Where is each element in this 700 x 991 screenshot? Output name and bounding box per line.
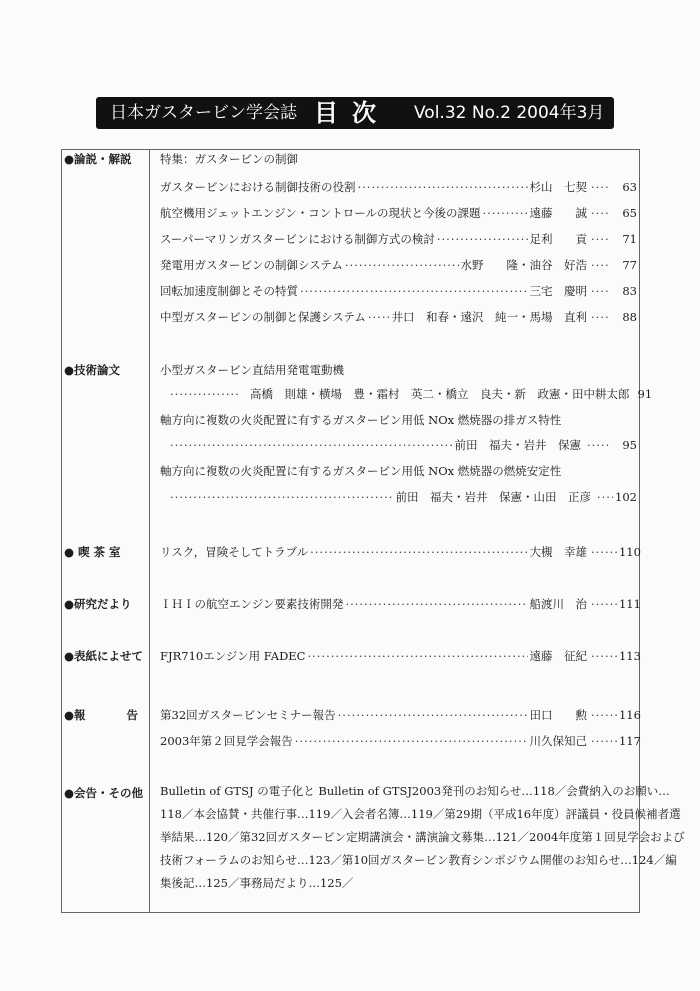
notice-line: Bulletin of GTSJ の電子化と Bulletin of GTSJ2003発刊のお知らせ…118／会費納入のお願い… <box>160 784 670 798</box>
dot-leader <box>368 310 390 324</box>
page-leader: ···· <box>591 258 610 272</box>
notice-line: 挙結果…120／第32回ガスタービン定期講演会・講演論文募集…121／2004年度第１回見学会および <box>160 830 685 844</box>
toc-entry[interactable] <box>160 648 641 664</box>
volume-info: Vol.32 No.2 2004年3月 <box>414 103 605 123</box>
dot-leader <box>358 180 528 194</box>
entry-authors: 前田 福夫・岩井 保憲・山田 正彦 <box>395 490 591 504</box>
entry-title: FJR710エンジン用 FADEC <box>160 649 306 663</box>
toc-title: 目次 <box>314 99 390 127</box>
header-banner <box>96 97 614 129</box>
page-leader: ···· <box>591 310 610 324</box>
entry-page: 117 <box>618 734 641 748</box>
page-leader: ···· <box>591 206 610 220</box>
entry-title[interactable]: 軸方向に複数の火炎配置に有するガスタービン用低 NOx 燃焼器の排ガス特性 <box>160 413 562 427</box>
page-leader: ···· <box>591 284 610 298</box>
category-label: ●論説・解説 <box>64 152 132 166</box>
entry-title: 航空機用ジェットエンジン・コントロールの現状と今後の課題 <box>160 206 481 220</box>
dot-leader <box>295 734 528 748</box>
dot-leader <box>170 387 238 401</box>
dot-leader <box>310 545 527 559</box>
entry-title: 発電用ガスタービンの制御システム <box>160 258 343 272</box>
toc-entry[interactable] <box>160 231 637 247</box>
notice-line: 集後記…125／事務局だより…125／ <box>160 876 354 890</box>
entry-page: 83 <box>622 284 637 298</box>
page-leader: ···· <box>591 232 610 246</box>
dot-leader <box>587 438 611 452</box>
toc-entry[interactable] <box>160 733 641 749</box>
entry-title: スーパーマリンガスタービンにおける制御方式の検討 <box>160 232 435 246</box>
entry-title: 回転加速度制御とその特質 <box>160 284 298 298</box>
entry-title[interactable]: 小型ガスタービン直結用発電電動機 <box>160 363 344 377</box>
entry-authors: 水野 隆・油谷 好浩 <box>460 258 587 272</box>
dot-leader <box>300 284 528 298</box>
entry-page: 63 <box>622 180 637 194</box>
dot-leader <box>345 597 527 611</box>
dot-leader <box>338 708 528 722</box>
entry-page: 116 <box>618 708 641 722</box>
toc-entry[interactable] <box>160 707 641 723</box>
dot-leader <box>170 438 453 452</box>
dot-leader <box>345 258 459 272</box>
category-label: ●表紙によせて <box>64 649 144 663</box>
category-label: ●会告・その他 <box>64 786 144 800</box>
entry-title[interactable]: 軸方向に複数の火炎配置に有するガスタービン用低 NOx 燃焼器の燃焼安定性 <box>160 464 562 478</box>
entry-page: 77 <box>622 258 637 272</box>
page-leader: ······ <box>591 597 619 611</box>
dot-leader <box>483 206 528 220</box>
journal-title: 日本ガスタービン学会誌 <box>110 103 297 123</box>
entry-authors: 高橋 則雄・横場 豊・霜村 英二・橋立 良夫・新 政憲・田中耕太郎 <box>250 387 630 401</box>
entry-title: ＩＨＩの航空エンジン要素技術開発 <box>160 597 344 611</box>
category-label: ●技術論文 <box>64 363 121 377</box>
special-feature-heading: 特集：ガスタービンの制御 <box>160 152 298 166</box>
toc-entry[interactable] <box>160 596 641 612</box>
entry-page: 71 <box>622 232 637 246</box>
entry-page: 65 <box>622 206 637 220</box>
dot-leader <box>307 649 527 663</box>
entry-authors: 足利 貢 <box>529 232 587 246</box>
entry-authors: 大槻 幸雄 <box>529 545 587 559</box>
toc-entry[interactable] <box>160 544 641 560</box>
page-leader: ······ <box>591 649 619 663</box>
page-leader: ···· <box>591 180 610 194</box>
toc-entry[interactable] <box>160 309 637 325</box>
toc-entry[interactable] <box>160 283 637 299</box>
entry-title: 2003年第２回見学会報告 <box>160 734 293 748</box>
entry-page: 95 <box>622 438 637 452</box>
toc-entry[interactable] <box>160 205 637 221</box>
notice-line: 118／本会協賛・共催行事…119／入会者名簿…119／第29期（平成16年度）評議員・役員候補者選 <box>160 807 681 821</box>
entry-authors: 三宅 慶明 <box>529 284 587 298</box>
toc-entry[interactable] <box>160 437 637 453</box>
entry-authors: 川久保知己 <box>529 734 587 748</box>
entry-page: 110 <box>618 545 641 559</box>
entry-authors: 杉山 七契 <box>529 180 587 194</box>
entry-title: ガスタービンにおける制御技術の役割 <box>160 180 356 194</box>
category-label: ●研究だより <box>64 597 132 611</box>
toc-entry[interactable] <box>160 489 637 505</box>
entry-page: 102 <box>615 490 637 504</box>
dot-leader <box>170 490 394 504</box>
entry-authors: 遠藤 征紀 <box>529 649 587 663</box>
entry-title: リスク，冒険そしてトラブル <box>160 545 309 559</box>
entry-authors: 遠藤 誠 <box>529 206 587 220</box>
category-label <box>64 707 148 723</box>
entry-authors: 井口 和春・遠沢 純一・馬場 直利 <box>391 310 587 324</box>
entry-title: 中型ガスタービンの制御と保護システム <box>160 310 366 324</box>
notices-paragraph <box>160 780 685 895</box>
entry-page: 113 <box>618 649 641 663</box>
entry-authors: 前田 福夫・岩井 保憲 <box>454 438 581 452</box>
entry-page: 111 <box>618 597 641 611</box>
category-label-report: ●報 告 <box>64 708 138 722</box>
page-leader: ······ <box>591 734 619 748</box>
entry-page: 88 <box>622 310 637 324</box>
toc-entry[interactable] <box>160 179 637 195</box>
entry-authors: 船渡川 治 <box>529 597 587 611</box>
category-label: ●喫茶室 <box>64 545 125 559</box>
page-leader: ······ <box>591 545 619 559</box>
category-divider <box>149 149 150 913</box>
toc-entry[interactable] <box>160 386 653 402</box>
dot-leader <box>597 490 613 504</box>
notice-line: 技術フォーラムのお知らせ…123／第10回ガスタービン教育シンポジウム開催のお知らせ…124／編 <box>160 853 677 867</box>
entry-page: 91 <box>637 387 653 401</box>
page-leader: ······ <box>591 708 619 722</box>
toc-entry[interactable] <box>160 257 637 273</box>
entry-authors: 田口 勲 <box>529 708 587 722</box>
dot-leader <box>437 232 528 246</box>
entry-title: 第32回ガスタービンセミナー報告 <box>160 708 336 722</box>
